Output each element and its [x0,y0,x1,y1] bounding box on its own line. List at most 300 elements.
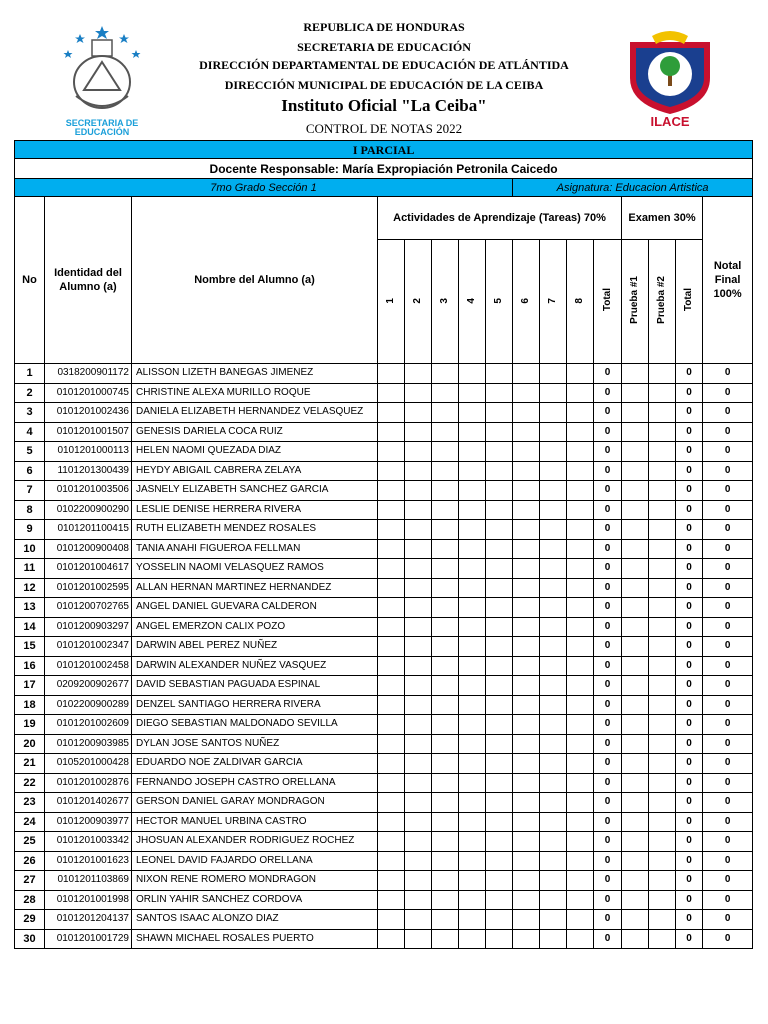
tarea-cell[interactable] [432,364,459,384]
tarea-cell[interactable] [405,442,432,462]
prueba-cell[interactable] [649,422,676,442]
prueba-cell[interactable] [649,695,676,715]
tarea-cell[interactable] [378,383,405,403]
tarea-cell[interactable] [432,403,459,423]
tarea-cell[interactable] [567,617,594,637]
prueba-cell[interactable] [622,442,649,462]
tarea-cell[interactable] [567,656,594,676]
prueba-cell[interactable] [622,715,649,735]
tarea-cell[interactable] [540,520,567,540]
tarea-cell[interactable] [405,383,432,403]
tarea-cell[interactable] [486,851,513,871]
tarea-cell[interactable] [567,676,594,696]
tarea-cell[interactable] [405,578,432,598]
prueba-cell[interactable] [622,598,649,618]
prueba-cell[interactable] [622,910,649,930]
tarea-cell[interactable] [540,578,567,598]
tarea-cell[interactable] [459,481,486,501]
tarea-cell[interactable] [459,871,486,891]
tarea-cell[interactable] [486,734,513,754]
tarea-cell[interactable] [405,637,432,657]
tarea-cell[interactable] [513,734,540,754]
tarea-cell[interactable] [405,871,432,891]
tarea-cell[interactable] [378,715,405,735]
tarea-cell[interactable] [567,793,594,813]
tarea-cell[interactable] [405,812,432,832]
tarea-cell[interactable] [432,793,459,813]
tarea-cell[interactable] [459,812,486,832]
prueba-cell[interactable] [622,890,649,910]
tarea-cell[interactable] [378,364,405,384]
tarea-cell[interactable] [540,851,567,871]
tarea-cell[interactable] [378,793,405,813]
tarea-cell[interactable] [405,676,432,696]
tarea-cell[interactable] [432,520,459,540]
tarea-cell[interactable] [459,598,486,618]
prueba-cell[interactable] [622,832,649,852]
tarea-cell[interactable] [378,754,405,774]
tarea-cell[interactable] [540,442,567,462]
tarea-cell[interactable] [378,890,405,910]
tarea-cell[interactable] [405,773,432,793]
tarea-cell[interactable] [567,461,594,481]
tarea-cell[interactable] [513,520,540,540]
tarea-cell[interactable] [486,422,513,442]
tarea-cell[interactable] [513,656,540,676]
tarea-cell[interactable] [486,832,513,852]
tarea-cell[interactable] [459,539,486,559]
tarea-cell[interactable] [405,539,432,559]
tarea-cell[interactable] [567,422,594,442]
tarea-cell[interactable] [567,773,594,793]
prueba-cell[interactable] [622,656,649,676]
tarea-cell[interactable] [513,929,540,949]
tarea-cell[interactable] [540,715,567,735]
prueba-cell[interactable] [622,481,649,501]
prueba-cell[interactable] [622,422,649,442]
tarea-cell[interactable] [567,715,594,735]
prueba-cell[interactable] [649,656,676,676]
tarea-cell[interactable] [486,637,513,657]
tarea-cell[interactable] [405,617,432,637]
tarea-cell[interactable] [459,676,486,696]
prueba-cell[interactable] [649,754,676,774]
tarea-cell[interactable] [378,656,405,676]
tarea-cell[interactable] [459,500,486,520]
tarea-cell[interactable] [513,890,540,910]
tarea-cell[interactable] [513,539,540,559]
prueba-cell[interactable] [649,617,676,637]
tarea-cell[interactable] [459,832,486,852]
tarea-cell[interactable] [459,715,486,735]
tarea-cell[interactable] [459,773,486,793]
tarea-cell[interactable] [459,559,486,579]
tarea-cell[interactable] [540,910,567,930]
tarea-cell[interactable] [432,910,459,930]
tarea-cell[interactable] [567,871,594,891]
tarea-cell[interactable] [567,754,594,774]
tarea-cell[interactable] [459,383,486,403]
tarea-cell[interactable] [405,656,432,676]
tarea-cell[interactable] [540,676,567,696]
tarea-cell[interactable] [567,929,594,949]
tarea-cell[interactable] [432,559,459,579]
tarea-cell[interactable] [567,442,594,462]
tarea-cell[interactable] [486,656,513,676]
tarea-cell[interactable] [513,754,540,774]
tarea-cell[interactable] [486,754,513,774]
prueba-cell[interactable] [649,403,676,423]
tarea-cell[interactable] [405,793,432,813]
tarea-cell[interactable] [540,403,567,423]
prueba-cell[interactable] [622,676,649,696]
tarea-cell[interactable] [432,539,459,559]
tarea-cell[interactable] [432,656,459,676]
tarea-cell[interactable] [486,383,513,403]
tarea-cell[interactable] [513,559,540,579]
tarea-cell[interactable] [378,812,405,832]
tarea-cell[interactable] [432,871,459,891]
tarea-cell[interactable] [513,578,540,598]
tarea-cell[interactable] [378,851,405,871]
tarea-cell[interactable] [405,734,432,754]
tarea-cell[interactable] [459,422,486,442]
tarea-cell[interactable] [540,598,567,618]
prueba-cell[interactable] [622,695,649,715]
tarea-cell[interactable] [432,851,459,871]
tarea-cell[interactable] [540,695,567,715]
tarea-cell[interactable] [432,500,459,520]
tarea-cell[interactable] [513,383,540,403]
prueba-cell[interactable] [649,500,676,520]
tarea-cell[interactable] [432,422,459,442]
tarea-cell[interactable] [405,832,432,852]
tarea-cell[interactable] [378,403,405,423]
prueba-cell[interactable] [622,559,649,579]
tarea-cell[interactable] [459,656,486,676]
tarea-cell[interactable] [432,812,459,832]
tarea-cell[interactable] [486,520,513,540]
tarea-cell[interactable] [459,578,486,598]
tarea-cell[interactable] [513,637,540,657]
tarea-cell[interactable] [405,500,432,520]
tarea-cell[interactable] [540,832,567,852]
tarea-cell[interactable] [540,929,567,949]
tarea-cell[interactable] [405,559,432,579]
tarea-cell[interactable] [567,832,594,852]
tarea-cell[interactable] [567,539,594,559]
prueba-cell[interactable] [649,929,676,949]
tarea-cell[interactable] [405,715,432,735]
prueba-cell[interactable] [622,617,649,637]
tarea-cell[interactable] [567,578,594,598]
tarea-cell[interactable] [486,910,513,930]
tarea-cell[interactable] [486,461,513,481]
tarea-cell[interactable] [432,890,459,910]
prueba-cell[interactable] [649,793,676,813]
tarea-cell[interactable] [513,773,540,793]
prueba-cell[interactable] [649,715,676,735]
tarea-cell[interactable] [459,793,486,813]
tarea-cell[interactable] [513,461,540,481]
tarea-cell[interactable] [459,851,486,871]
tarea-cell[interactable] [459,461,486,481]
tarea-cell[interactable] [513,851,540,871]
tarea-cell[interactable] [540,500,567,520]
tarea-cell[interactable] [567,500,594,520]
tarea-cell[interactable] [378,461,405,481]
prueba-cell[interactable] [622,929,649,949]
tarea-cell[interactable] [486,598,513,618]
prueba-cell[interactable] [622,520,649,540]
tarea-cell[interactable] [378,637,405,657]
prueba-cell[interactable] [649,520,676,540]
prueba-cell[interactable] [649,539,676,559]
tarea-cell[interactable] [567,559,594,579]
tarea-cell[interactable] [513,500,540,520]
tarea-cell[interactable] [378,422,405,442]
tarea-cell[interactable] [378,598,405,618]
tarea-cell[interactable] [432,481,459,501]
tarea-cell[interactable] [567,481,594,501]
tarea-cell[interactable] [432,598,459,618]
tarea-cell[interactable] [432,461,459,481]
tarea-cell[interactable] [486,793,513,813]
tarea-cell[interactable] [459,442,486,462]
tarea-cell[interactable] [540,539,567,559]
tarea-cell[interactable] [486,617,513,637]
tarea-cell[interactable] [540,617,567,637]
tarea-cell[interactable] [540,812,567,832]
tarea-cell[interactable] [405,520,432,540]
tarea-cell[interactable] [540,364,567,384]
prueba-cell[interactable] [622,793,649,813]
tarea-cell[interactable] [432,695,459,715]
tarea-cell[interactable] [405,598,432,618]
prueba-cell[interactable] [622,773,649,793]
tarea-cell[interactable] [540,481,567,501]
tarea-cell[interactable] [405,461,432,481]
tarea-cell[interactable] [378,695,405,715]
tarea-cell[interactable] [486,442,513,462]
tarea-cell[interactable] [567,734,594,754]
tarea-cell[interactable] [459,637,486,657]
prueba-cell[interactable] [622,754,649,774]
tarea-cell[interactable] [513,442,540,462]
tarea-cell[interactable] [378,520,405,540]
tarea-cell[interactable] [540,422,567,442]
tarea-cell[interactable] [378,578,405,598]
tarea-cell[interactable] [378,734,405,754]
tarea-cell[interactable] [540,871,567,891]
tarea-cell[interactable] [432,617,459,637]
tarea-cell[interactable] [432,832,459,852]
tarea-cell[interactable] [567,890,594,910]
tarea-cell[interactable] [459,364,486,384]
tarea-cell[interactable] [486,403,513,423]
tarea-cell[interactable] [540,461,567,481]
tarea-cell[interactable] [459,890,486,910]
tarea-cell[interactable] [567,520,594,540]
prueba-cell[interactable] [649,832,676,852]
prueba-cell[interactable] [622,637,649,657]
tarea-cell[interactable] [567,851,594,871]
tarea-cell[interactable] [513,871,540,891]
tarea-cell[interactable] [486,559,513,579]
tarea-cell[interactable] [513,403,540,423]
tarea-cell[interactable] [513,617,540,637]
prueba-cell[interactable] [622,364,649,384]
tarea-cell[interactable] [540,734,567,754]
tarea-cell[interactable] [486,500,513,520]
tarea-cell[interactable] [432,754,459,774]
tarea-cell[interactable] [432,715,459,735]
prueba-cell[interactable] [649,637,676,657]
tarea-cell[interactable] [405,851,432,871]
tarea-cell[interactable] [567,383,594,403]
tarea-cell[interactable] [405,695,432,715]
tarea-cell[interactable] [486,773,513,793]
tarea-cell[interactable] [540,773,567,793]
prueba-cell[interactable] [649,364,676,384]
prueba-cell[interactable] [622,812,649,832]
tarea-cell[interactable] [378,773,405,793]
prueba-cell[interactable] [622,734,649,754]
prueba-cell[interactable] [622,383,649,403]
prueba-cell[interactable] [649,461,676,481]
tarea-cell[interactable] [459,929,486,949]
tarea-cell[interactable] [513,793,540,813]
tarea-cell[interactable] [513,695,540,715]
prueba-cell[interactable] [649,890,676,910]
tarea-cell[interactable] [459,403,486,423]
tarea-cell[interactable] [432,578,459,598]
tarea-cell[interactable] [378,929,405,949]
prueba-cell[interactable] [649,910,676,930]
prueba-cell[interactable] [622,461,649,481]
tarea-cell[interactable] [540,793,567,813]
tarea-cell[interactable] [378,442,405,462]
tarea-cell[interactable] [540,559,567,579]
tarea-cell[interactable] [459,520,486,540]
prueba-cell[interactable] [622,851,649,871]
prueba-cell[interactable] [649,481,676,501]
tarea-cell[interactable] [378,559,405,579]
prueba-cell[interactable] [649,383,676,403]
tarea-cell[interactable] [486,481,513,501]
tarea-cell[interactable] [540,890,567,910]
tarea-cell[interactable] [540,656,567,676]
tarea-cell[interactable] [432,676,459,696]
prueba-cell[interactable] [649,871,676,891]
tarea-cell[interactable] [432,929,459,949]
tarea-cell[interactable] [432,773,459,793]
tarea-cell[interactable] [540,754,567,774]
tarea-cell[interactable] [405,403,432,423]
tarea-cell[interactable] [459,910,486,930]
tarea-cell[interactable] [378,832,405,852]
tarea-cell[interactable] [378,481,405,501]
tarea-cell[interactable] [432,637,459,657]
tarea-cell[interactable] [405,890,432,910]
tarea-cell[interactable] [432,734,459,754]
tarea-cell[interactable] [378,910,405,930]
tarea-cell[interactable] [486,715,513,735]
tarea-cell[interactable] [513,715,540,735]
tarea-cell[interactable] [513,422,540,442]
tarea-cell[interactable] [513,598,540,618]
tarea-cell[interactable] [486,890,513,910]
tarea-cell[interactable] [378,539,405,559]
tarea-cell[interactable] [486,364,513,384]
prueba-cell[interactable] [622,500,649,520]
tarea-cell[interactable] [567,598,594,618]
prueba-cell[interactable] [649,442,676,462]
prueba-cell[interactable] [622,539,649,559]
prueba-cell[interactable] [622,871,649,891]
prueba-cell[interactable] [649,851,676,871]
tarea-cell[interactable] [567,812,594,832]
prueba-cell[interactable] [622,578,649,598]
tarea-cell[interactable] [486,695,513,715]
tarea-cell[interactable] [567,364,594,384]
tarea-cell[interactable] [486,578,513,598]
prueba-cell[interactable] [649,676,676,696]
tarea-cell[interactable] [540,637,567,657]
tarea-cell[interactable] [513,364,540,384]
tarea-cell[interactable] [513,481,540,501]
prueba-cell[interactable] [649,578,676,598]
tarea-cell[interactable] [513,676,540,696]
tarea-cell[interactable] [486,871,513,891]
prueba-cell[interactable] [622,403,649,423]
tarea-cell[interactable] [405,910,432,930]
tarea-cell[interactable] [486,929,513,949]
tarea-cell[interactable] [405,481,432,501]
tarea-cell[interactable] [432,383,459,403]
tarea-cell[interactable] [459,617,486,637]
tarea-cell[interactable] [513,910,540,930]
tarea-cell[interactable] [567,637,594,657]
tarea-cell[interactable] [567,695,594,715]
tarea-cell[interactable] [378,617,405,637]
tarea-cell[interactable] [405,929,432,949]
prueba-cell[interactable] [649,559,676,579]
tarea-cell[interactable] [432,442,459,462]
tarea-cell[interactable] [486,676,513,696]
tarea-cell[interactable] [405,754,432,774]
tarea-cell[interactable] [459,754,486,774]
tarea-cell[interactable] [486,539,513,559]
tarea-cell[interactable] [486,812,513,832]
prueba-cell[interactable] [649,734,676,754]
tarea-cell[interactable] [378,871,405,891]
tarea-cell[interactable] [378,500,405,520]
tarea-cell[interactable] [567,403,594,423]
tarea-cell[interactable] [567,910,594,930]
tarea-cell[interactable] [540,383,567,403]
tarea-cell[interactable] [459,695,486,715]
prueba-cell[interactable] [649,598,676,618]
tarea-cell[interactable] [513,832,540,852]
tarea-cell[interactable] [513,812,540,832]
tarea-cell[interactable] [459,734,486,754]
tarea-cell[interactable] [405,364,432,384]
prueba-cell[interactable] [649,773,676,793]
tarea-cell[interactable] [405,422,432,442]
tarea-cell[interactable] [378,676,405,696]
prueba-cell[interactable] [649,812,676,832]
